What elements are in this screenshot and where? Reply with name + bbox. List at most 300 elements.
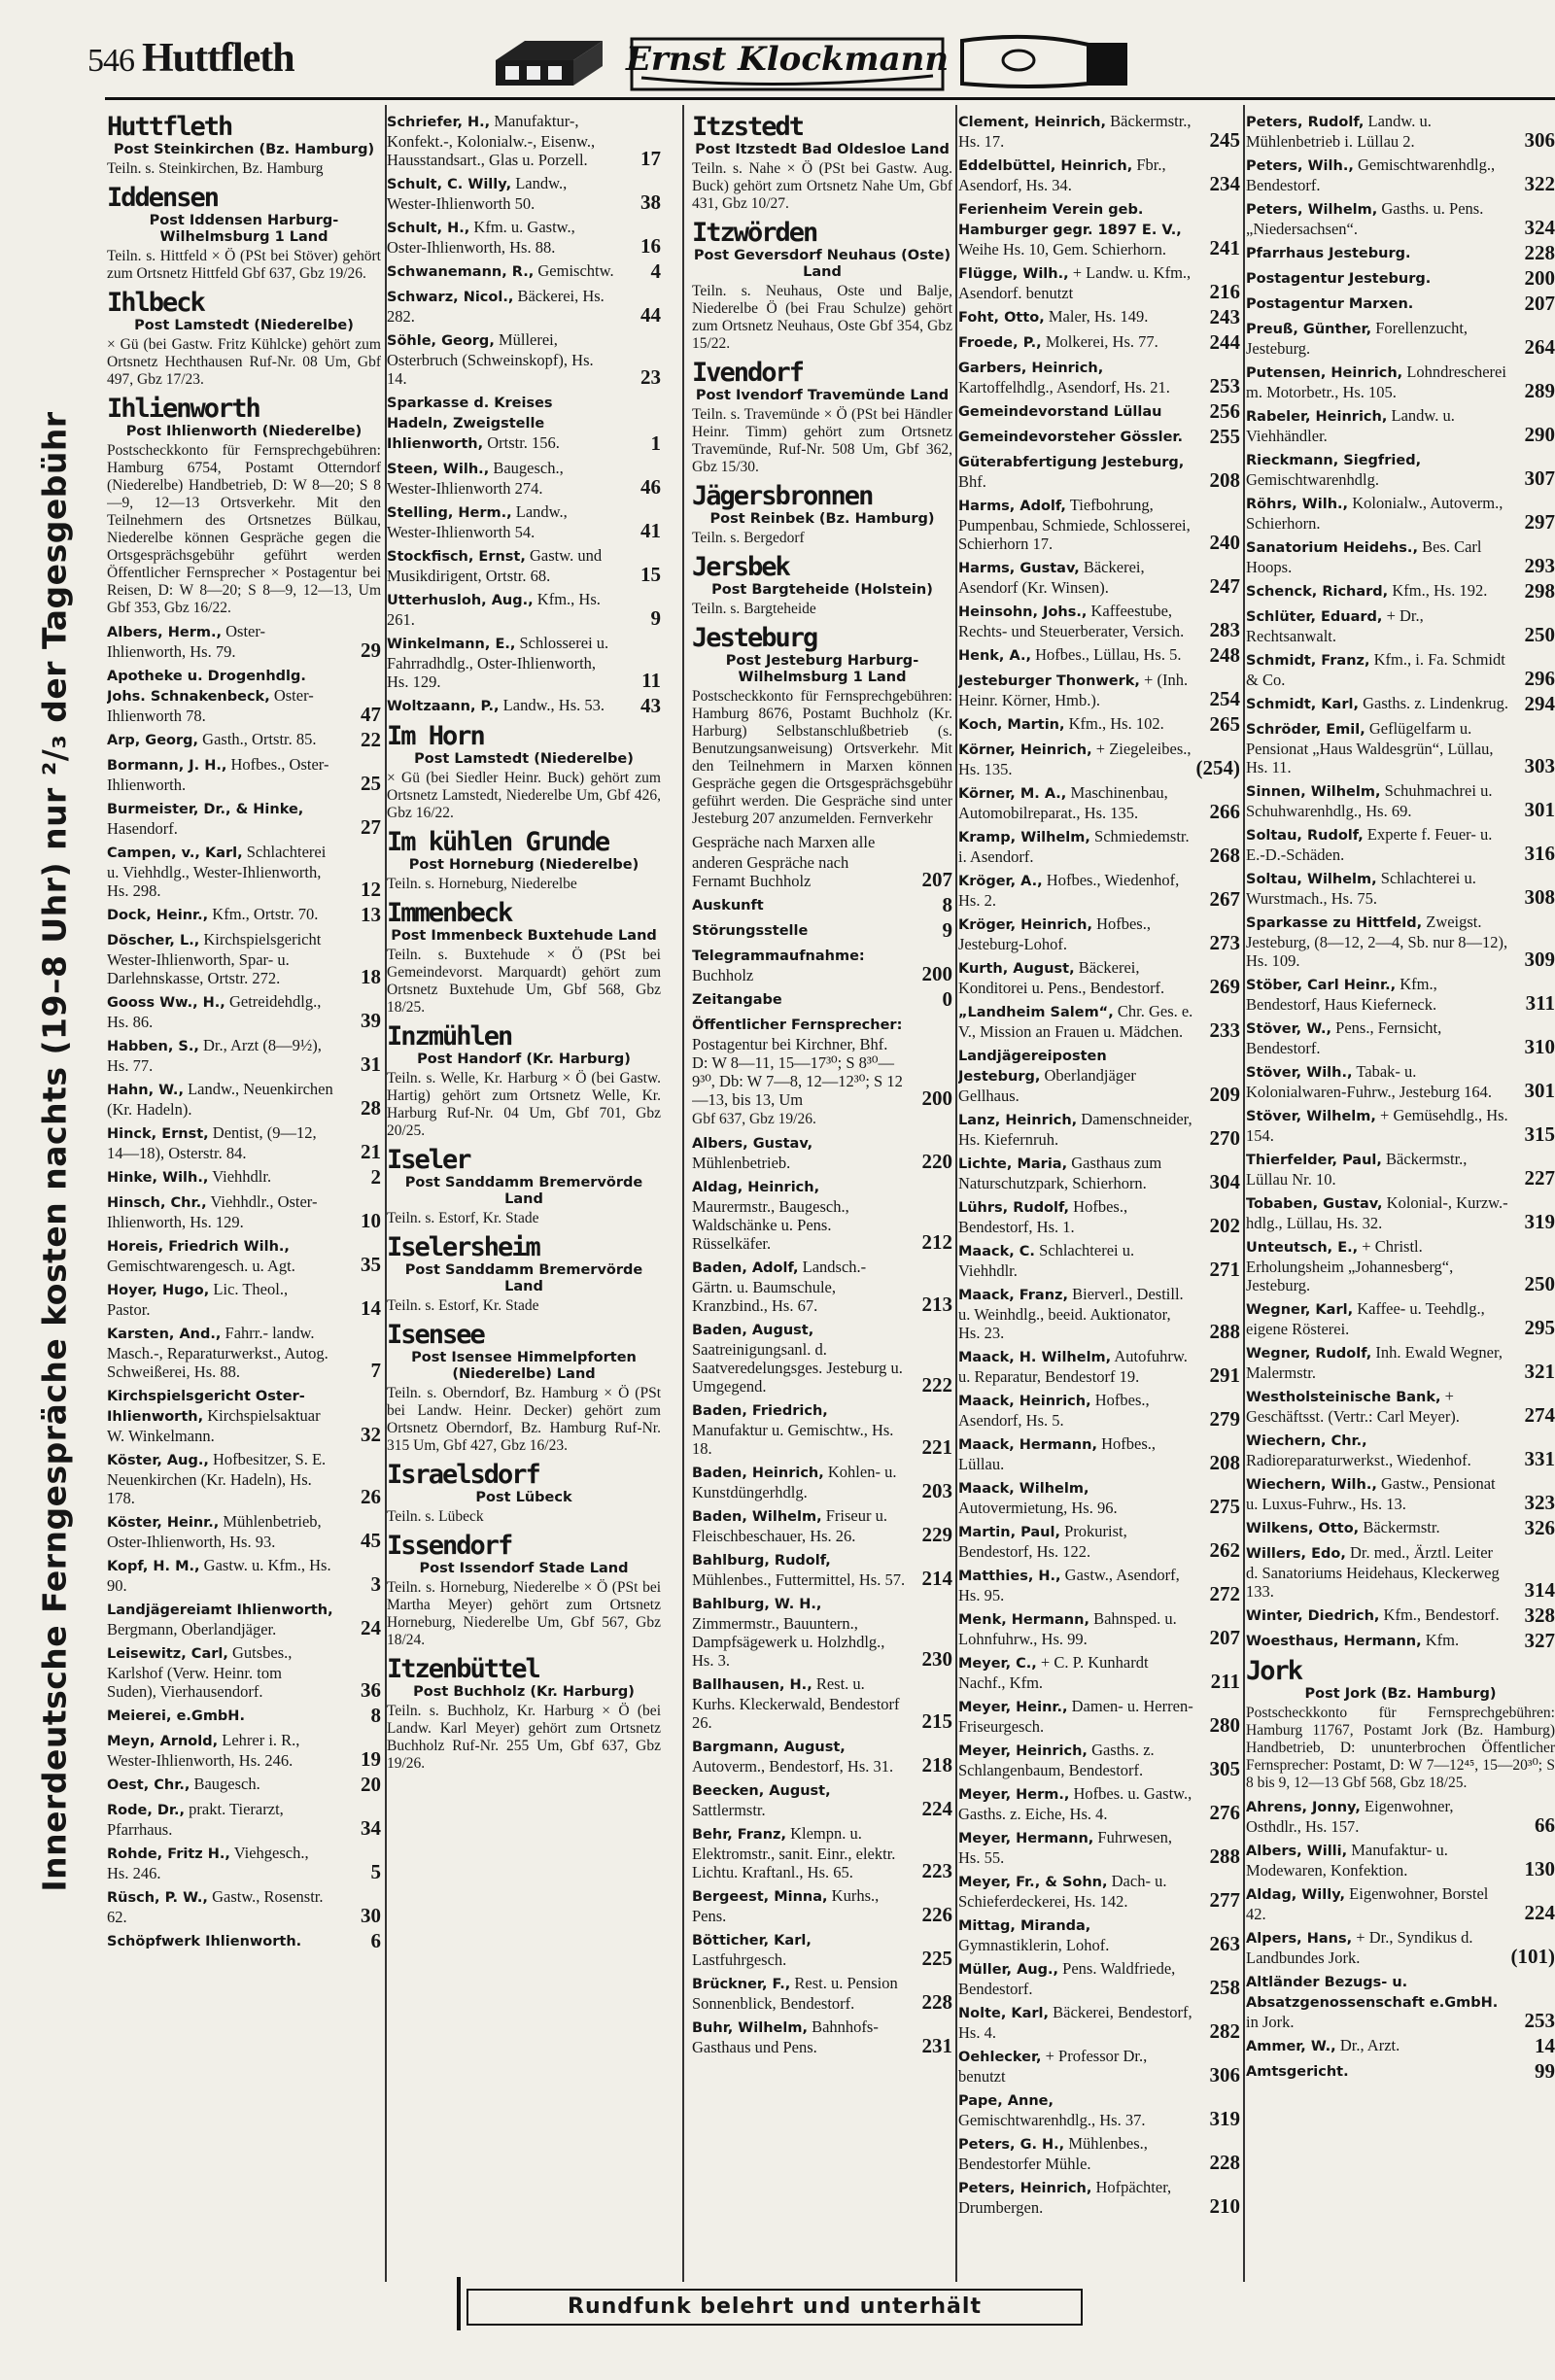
entry-name: Oest, Chr., [107, 1777, 190, 1793]
entry-name: Soltau, Rudolf, [1246, 828, 1364, 844]
entry-description: Kurhs., Pens. [692, 1886, 880, 1925]
place-name: Jork [1246, 1656, 1302, 1686]
place-info: Teiln. s. Estorf, Kr. Stade [387, 1210, 539, 1226]
directory-entry [387, 459, 661, 498]
entry-name: Soltau, Wilhelm, [1246, 872, 1377, 887]
directory-entry [107, 666, 381, 725]
phone-number: 3 [370, 1572, 381, 1596]
entry-description: + Landw. u. Kfm., Asendorf. benutzt [958, 263, 1192, 302]
directory-entry [958, 1154, 1240, 1192]
place-info: Postscheckkonto für Fernsprechgebühren: Hamburg 11767, Postamt Jork (Bz. Hamburg) Handbetrieb, D: ununterbrochen Öffentlicher Fernsprecher: Postamt, D: W 7—12⁴⁵, 15—20³⁰; S 8 bis 9, 12—13 Gbf 568, Gbz 18/25. [1246, 1705, 1555, 1791]
phone-number: 308 [1524, 885, 1555, 909]
entry-name: Rüsch, P. W., [107, 1890, 208, 1906]
entry-description: Gasthaus zum Naturschutzpark, Schierhorn. [958, 1154, 1162, 1192]
entry-description: Hofbes., Lüllau. [958, 1434, 1156, 1473]
entry-description: Gastw., Rosenstr. 62. [107, 1887, 324, 1926]
entry-description: Gespräche nach Marxen alle anderen Gespräche nach Fernamt Buchholz [692, 833, 876, 890]
place-heading [692, 624, 952, 828]
place-heading [107, 184, 381, 283]
phone-number: 319 [1524, 1210, 1555, 1233]
phone-number: 200 [921, 1087, 952, 1110]
phone-number: 274 [1524, 1403, 1555, 1427]
place-heading [107, 395, 381, 617]
entry-name: Postagentur Jesteburg. [1246, 271, 1432, 287]
directory-entry [1246, 581, 1555, 602]
entry-name: Peters, Rudolf, [1246, 115, 1365, 130]
place-heading [387, 828, 661, 893]
post-office: Post Handorf (Kr. Harburg) [417, 1052, 631, 1067]
entry-name: Garbers, Heinrich, [958, 361, 1104, 376]
entry-description: Gemischtwarenhdlg., Hs. 37. [958, 2111, 1146, 2129]
entry-description: Forellenzucht, Jesteburg. [1246, 319, 1469, 358]
directory-entry [107, 1236, 381, 1275]
post-office: Post Bargteheide (Holstein) [711, 582, 933, 598]
place-name: Ihlienworth [107, 394, 259, 424]
entry-description: Weihe Hs. 10, Gem. Schierhorn. [958, 240, 1167, 259]
entry-description: Bahnsped. u. Lohnfuhrw., Hs. 99. [958, 1609, 1177, 1648]
entry-name: Gemeindevorsteher Gössler. [958, 430, 1184, 445]
entry-name: Köster, Aug., [107, 1453, 209, 1468]
entry-name: Kröger, Heinrich, [958, 917, 1092, 933]
place-name: Huttfleth [107, 112, 232, 142]
entry-name: Maack, Franz, [958, 1288, 1068, 1303]
phone-number: 22 [361, 728, 381, 751]
place-name: Jesteburg [692, 623, 817, 653]
phone-number: 8 [942, 893, 952, 916]
klockmann-logo [486, 31, 1244, 93]
directory-entry [1246, 2036, 1555, 2056]
place-name: Immenbeck [387, 898, 512, 928]
phone-number: 1 [650, 431, 661, 455]
post-office: Post Isensee Himmelpforten (Niederelbe) Land [411, 1350, 637, 1382]
phone-number: 250 [1524, 623, 1555, 646]
directory-entry [1246, 1237, 1555, 1294]
entry-description: Bes. Carl Hoops. [1246, 537, 1482, 576]
entry-name: Müller, Aug., [958, 1962, 1059, 1978]
directory-entry [1246, 606, 1555, 645]
directory-entry [1246, 1193, 1555, 1232]
directory-entry [958, 1391, 1240, 1430]
post-office: Post Sanddamm Bremervörde Land [404, 1262, 643, 1294]
phone-number: 26 [361, 1485, 381, 1508]
place-heading [692, 553, 952, 618]
entry-description: Dr., Arzt. [1339, 2036, 1400, 2054]
entry-name: Schlüter, Eduard, [1246, 609, 1383, 625]
entry-name: Meyer, Heinrich, [958, 1743, 1088, 1759]
entry-description: Damen- u. Herren-Friseurgesch. [958, 1697, 1193, 1736]
directory-entry [107, 622, 381, 661]
directory-column-4 [958, 107, 1240, 2279]
entry-description: + C. P. Kunhardt Nachf., Kfm. [958, 1653, 1149, 1692]
place-name: Im Horn [387, 721, 484, 751]
entry-name: Bergeest, Minna, [692, 1889, 828, 1905]
entry-name: Brückner, F., [692, 1977, 791, 1992]
entry-description: Kfm., Hs. 102. [1068, 714, 1164, 733]
phone-number: 323 [1524, 1491, 1555, 1514]
entry-name: Mittag, Miranda, [958, 1918, 1091, 1934]
entry-description: Bäckermstr., Hs. 17. [958, 112, 1192, 151]
place-info: Teiln. s. Welle, Kr. Harburg × Ö (bei Gastw. Hartig) gehört zum Ortsnetz Welle, Kr. Harburg Ruf-Nr. 04 Um, Gbf 701, Gbz 20/25. [387, 1070, 661, 1139]
entry-description: Bäckerei, Hs. 282. [387, 287, 605, 326]
phone-number: 310 [1524, 1035, 1555, 1058]
entry-name: Maack, Heinrich, [958, 1394, 1091, 1409]
phone-number: 254 [1209, 687, 1240, 710]
entry-name: Maack, Hermann, [958, 1437, 1097, 1453]
directory-entry [387, 546, 661, 585]
entry-description: Dentist, (9—12, 14—18), Osterstr. 84. [107, 1123, 317, 1162]
phone-number: 273 [1209, 931, 1240, 954]
entry-name: Pape, Anne, [958, 2093, 1054, 2109]
entry-name: Baden, Heinrich, [692, 1466, 824, 1481]
directory-entry [1246, 1605, 1555, 1626]
place-info: Teiln. s. Buchholz, Kr. Harburg × Ö (bei Landw. Karl Meyer) gehört zum Ortsnetz Buchholz Ruf-Nr. 255 Um, Gbf 637, Gbz 19/26. [387, 1703, 661, 1772]
directory-entry [958, 671, 1240, 709]
place-heading [387, 899, 661, 1017]
phone-number: 213 [921, 1293, 952, 1316]
entry-description: Chr. Ges. e. V., Mission an Frauen u. Mädchen. [958, 1002, 1193, 1041]
directory-entry [958, 1110, 1240, 1149]
entry-name: Kröger, A., [958, 874, 1043, 889]
directory-entry [107, 1192, 381, 1231]
brand-name: Ernst Klockmann [625, 40, 950, 79]
place-heading [692, 113, 952, 213]
entry-description: Hofbes., Jesteburg-Lohof. [958, 914, 1151, 953]
entry-description: Rest. u. Kurhs. Kleckerwald, Bendestorf 26. [692, 1674, 900, 1732]
place-name: Itzstedt [692, 112, 804, 142]
post-office: Post Lübeck [475, 1490, 572, 1505]
phone-number: 264 [1524, 335, 1555, 359]
directory-entry [692, 1320, 952, 1396]
entry-description: Geflügelfarm u. Pensionat „Haus Waldesgrün“, Lüllau, Hs. 11. [1246, 719, 1494, 776]
directory-entry [387, 174, 661, 213]
directory-entry [692, 1594, 952, 1670]
entry-name: Meyer, Hermann, [958, 1831, 1094, 1846]
entry-description: Bäckerei, Bendestorf, Hs. 4. [958, 2003, 1192, 2042]
entry-name: Koch, Martin, [958, 717, 1065, 733]
directory-entry [692, 1463, 952, 1501]
entry-name: Landjägereiposten Jesteburg, [958, 1049, 1107, 1085]
phone-number: 39 [361, 1009, 381, 1032]
directory-entry [958, 958, 1240, 997]
phone-number: 209 [1209, 1083, 1240, 1106]
entry-description: Hasendorf. [107, 819, 178, 838]
phone-number: 210 [1209, 2194, 1240, 2218]
entry-name: Eddelbüttel, Heinrich, [958, 158, 1133, 174]
directory-entry [107, 1600, 381, 1638]
directory-entry [107, 1036, 381, 1075]
entry-name: Preuß, Günther, [1246, 322, 1372, 337]
entry-description: Baugesch., Wester-Ihlienworth 274. [387, 459, 564, 498]
directory-entry [958, 1478, 1240, 1517]
entry-name: Gooss Ww., H., [107, 995, 225, 1011]
phone-number: 298 [1524, 579, 1555, 603]
phone-number: 36 [361, 1678, 381, 1702]
footer-bracket [457, 2277, 461, 2330]
entry-name: Matthies, H., [958, 1569, 1061, 1584]
directory-entry [958, 112, 1240, 151]
entry-name: Peters, G. H., [958, 2137, 1065, 2153]
directory-entry [958, 558, 1240, 597]
phone-number: 21 [361, 1140, 381, 1163]
place-heading [387, 1461, 661, 1526]
directory-entry [958, 1046, 1240, 1105]
place-name: Isensee [387, 1320, 484, 1350]
entry-name: Stockfisch, Ernst, [387, 549, 526, 565]
place-info: Teiln. s. Hittfeld × Ö (PSt bei Stöver) gehört zum Ortsnetz Hittfeld Gbf 637, Gbz 19/26. [107, 248, 381, 282]
entry-description: Baugesch. [193, 1775, 260, 1793]
directory-entry [692, 1133, 952, 1172]
entry-description: Buchholz [692, 966, 754, 984]
entry-name: Amtsgericht. [1246, 2064, 1349, 2080]
entry-name: Steen, Wilh., [387, 462, 490, 477]
phone-number: 13 [361, 903, 381, 926]
place-heading [387, 722, 661, 822]
entry-description: Rest. u. Pension Sonnenblick, Bendestorf. [692, 1974, 898, 2013]
phone-number: 24 [361, 1616, 381, 1639]
phone-number: 324 [1524, 216, 1555, 239]
directory-entry [958, 307, 1240, 328]
phone-number: 16 [640, 234, 661, 258]
phone-number: 229 [921, 1523, 952, 1546]
entry-description: Gasths. u. Pens. „Niedersachsen“. [1246, 199, 1484, 238]
directory-entry [107, 730, 381, 750]
entry-description: Zweigst. Jesteburg, (8—12, 2—4, Sb. nur 8—12), Hs. 109. [1246, 913, 1508, 970]
entry-name: Beecken, August, [692, 1783, 831, 1799]
phone-number: 214 [921, 1567, 952, 1590]
directory-entry [1246, 1343, 1555, 1382]
post-office: Post Ivendorf Travemünde Land [695, 388, 950, 403]
entry-description: Müllerei, Osterbruch (Schweinskopf), Hs. 14. [387, 330, 594, 388]
phone-number: (101) [1510, 1945, 1555, 1968]
directory-entry [1246, 155, 1555, 194]
place-heading [387, 1233, 661, 1315]
directory-entry [958, 1697, 1240, 1736]
entry-name: Schmidt, Karl, [1246, 697, 1359, 712]
directory-entry [692, 1674, 952, 1732]
directory-entry [387, 634, 661, 691]
phone-number: 270 [1209, 1126, 1240, 1150]
post-office: Post Steinkirchen (Bz. Hamburg) [113, 142, 375, 157]
directory-entry [1246, 1631, 1555, 1651]
directory-entry [958, 2090, 1240, 2129]
entry-name: Burmeister, Dr., & Hinke, [107, 802, 304, 817]
place-name: Ivendorf [692, 358, 804, 388]
directory-entry [692, 1400, 952, 1458]
entry-description: + Geschäftsst. (Vertr.: Carl Meyer). [1246, 1387, 1460, 1426]
entry-name: Wiechern, Chr., [1246, 1433, 1367, 1449]
entry-description: Postagentur bei Kirchner, Bhf. D: W 8—11, 15—17³⁰; S 8³⁰—9³⁰, Db: W 7—8, 12—12³⁰; S 12—13, bis 13, Um [692, 1035, 903, 1109]
phone-number: 9 [942, 918, 952, 942]
directory-entry [692, 1824, 952, 1881]
place-name: Iddensen [107, 183, 219, 213]
place-info: Teiln. s. Bergedorf [692, 530, 805, 546]
directory-entry [958, 714, 1240, 735]
phone-number: 227 [1524, 1166, 1555, 1190]
place-heading [107, 113, 381, 178]
entry-description: Kfm., Bendestorf, Haus Kieferneck. [1246, 975, 1437, 1014]
phone-number: 297 [1524, 510, 1555, 534]
phone-number: 276 [1209, 1801, 1240, 1824]
directory-entry [387, 218, 661, 257]
entry-description: Kirchspielsgericht Wester-Ihlienworth, Spar- u. Darlehnskasse, Ortstr. 272. [107, 930, 322, 987]
entry-name: Schwanemann, R., [387, 264, 535, 280]
directory-entry [107, 799, 381, 838]
entry-description: Manufaktur- u. Modewaren, Konfektion. [1246, 1841, 1448, 1880]
column-divider [682, 105, 684, 2282]
phone-number: 258 [1209, 1976, 1240, 1999]
entry-description: Schlosserei u. Fahrradhdlg., Oster-Ihlienworth, Hs. 129. [387, 634, 609, 691]
entry-name: Ballhausen, H., [692, 1677, 812, 1693]
place-heading [692, 219, 952, 353]
footer-slogan: Rundfunk belehrt und unterhält [466, 2289, 1083, 2326]
entry-name: Bahlburg, W. H., [692, 1597, 822, 1612]
phone-number: 30 [361, 1904, 381, 1927]
entry-name: Rode, Dr., [107, 1803, 186, 1818]
entry-description: Experte f. Feuer- u. E.-D.-Schäden. [1246, 825, 1493, 864]
directory-entry [1246, 913, 1555, 970]
entry-name: Meyn, Arnold, [107, 1734, 219, 1749]
phone-number: 280 [1209, 1713, 1240, 1737]
entry-name: Meyer, C., [958, 1656, 1037, 1672]
entry-name: Bahlburg, Rudolf, [692, 1553, 831, 1569]
place-name: Itzwörden [692, 218, 817, 248]
directory-entry [387, 112, 661, 169]
entry-description: Kfm. u. Gastw., Oster-Ihlienworth, Hs. 88. [387, 218, 575, 257]
phone-number: (254) [1195, 756, 1240, 779]
phone-number: 269 [1209, 975, 1240, 998]
phone-number: 288 [1209, 1845, 1240, 1868]
place-name: Issendorf [387, 1531, 512, 1561]
entry-name: Karsten, And., [107, 1327, 222, 1342]
entry-description: Molkerei, Hs. 77. [1045, 332, 1158, 351]
directory-entry [958, 602, 1240, 640]
place-info: Teiln. s. Estorf, Kr. Stade [387, 1297, 539, 1314]
entry-description: Friseur u. Fleischbeschauer, Hs. 26. [692, 1506, 887, 1545]
phone-number: 15 [640, 563, 661, 586]
entry-name: Heinsohn, Johs., [958, 604, 1088, 620]
entry-name: Kopf, H. M., [107, 1559, 200, 1574]
entry-description: Ortstr. 156. [487, 433, 560, 452]
directory-entry [1246, 450, 1555, 489]
entry-description: Mühlenbes., Bendestorfer Mühle. [958, 2134, 1148, 2173]
directory-entry [1246, 1543, 1555, 1601]
entry-description: Gemischtwarengesch. u. Agt. [107, 1257, 295, 1275]
phone-number: 290 [1524, 423, 1555, 446]
entry-name: Nolte, Karl, [958, 2006, 1050, 2021]
entry-name: Baden, Wilhelm, [692, 1509, 822, 1525]
directory-entry [958, 1959, 1240, 1998]
phone-number: 296 [1524, 667, 1555, 690]
directory-entry [107, 1731, 381, 1770]
entry-name: Stöver, W., [1246, 1021, 1332, 1037]
entry-description: Gasths. z. Lindenkrug. [1363, 694, 1508, 712]
directory-entry [958, 871, 1240, 910]
page-header [87, 29, 1555, 97]
directory-entry [958, 1784, 1240, 1823]
phone-number: 14 [361, 1296, 381, 1320]
entry-name: Rieckmann, Siegfried, [1246, 453, 1422, 468]
entry-name: Sanatorium Heidehs., [1246, 540, 1418, 556]
post-office: Post Lamstedt (Niederelbe) [414, 751, 634, 767]
phone-number: 6 [370, 1929, 381, 1952]
phone-number: 265 [1209, 712, 1240, 736]
phone-number: 263 [1209, 1932, 1240, 1955]
entry-description: Kfm., Bendestorf. [1383, 1605, 1500, 1624]
post-office: Post Reinbek (Bz. Hamburg) [709, 511, 935, 527]
phone-number: 291 [1209, 1363, 1240, 1387]
entry-name: Winkelmann, E., [387, 637, 516, 652]
entry-name: Sinnen, Wilhelm, [1246, 784, 1381, 800]
directory-entry [107, 992, 381, 1031]
place-info: Teiln. s. Oberndorf, Bz. Hamburg × Ö (PSt bei Landw. Heinr. Decker) gehört zum Ortsnetz Oberndorf, Bz. Hamburg Ruf-Nr. 315 Um, Gbf 427, Gbz 16/23. [387, 1385, 661, 1454]
directory-entry [107, 1800, 381, 1839]
entry-description: Hofbes., Bendestorf, Hs. 1. [958, 1197, 1128, 1236]
phone-number: 305 [1209, 1757, 1240, 1780]
directory-entry [107, 1324, 381, 1381]
post-office: Post Ihlienworth (Niederelbe) [125, 424, 363, 439]
entry-name: Lanz, Heinrich, [958, 1113, 1078, 1128]
entry-description: Maler, Hs. 149. [1048, 307, 1149, 326]
entry-name: Döscher, L., [107, 933, 200, 949]
place-info: × Gü (bei Siedler Heinr. Buck) gehört zum Ortsnetz Lamstedt, Niederelbe Um, Gbf 426, Gbz 16/22. [387, 770, 661, 821]
entry-description: Eigenwohner, Borstel 42. [1246, 1884, 1489, 1923]
entry-name: Röhrs, Wilh., [1246, 497, 1349, 512]
directory-entry [107, 1512, 381, 1551]
entry-name: Schult, C. Willy, [387, 177, 512, 192]
phone-number: 248 [1209, 643, 1240, 667]
entry-name: Altländer Bezugs- u. Absatzgenossenschaft e.GmbH. [1246, 1975, 1499, 2011]
entry-name: Landjägereiamt Ihlienworth, [107, 1603, 333, 1618]
place-name: Jägersbronnen [692, 481, 873, 511]
phone-number: 10 [361, 1209, 381, 1232]
directory-entry [107, 1556, 381, 1595]
phone-number: 216 [1209, 280, 1240, 303]
place-info: Teiln. s. Lübeck [387, 1508, 484, 1525]
directory-entry [958, 827, 1240, 866]
entry-name: Schöpfwerk Ihlienworth. [107, 1934, 302, 1949]
entry-description: Gemischtw. [537, 261, 614, 280]
entry-name: Unteutsch, E., [1246, 1240, 1359, 1256]
directory-entry [107, 1706, 381, 1726]
page-number: 546 [87, 43, 134, 79]
directory-entry [958, 1828, 1240, 1867]
place-name: Im kühlen Grunde [387, 827, 609, 857]
phone-number: 38 [640, 190, 661, 214]
entry-name: Schmidt, Franz, [1246, 653, 1370, 669]
phone-number: 130 [1524, 1857, 1555, 1880]
entry-name: Rohde, Fritz H., [107, 1846, 230, 1862]
phone-number: 272 [1209, 1582, 1240, 1605]
phone-number: 255 [1209, 425, 1240, 448]
entry-name: Wilkens, Otto, [1246, 1521, 1360, 1536]
phone-number: 9 [650, 606, 661, 630]
phone-number: 256 [1209, 399, 1240, 423]
directory-entry [387, 287, 661, 326]
entry-description: Maurermstr., Baugesch., Waldschänke u. Pens. Rüsselkäfer. [692, 1197, 849, 1253]
phone-number: 202 [1209, 1214, 1240, 1237]
entry-description: Landsch.-Gärtn. u. Baumschule, Kranzbind., Hs. 67. [692, 1258, 867, 1315]
directory-entry [107, 843, 381, 900]
entry-name: Oehlecker, [958, 2050, 1042, 2065]
phone-number: 222 [921, 1373, 952, 1397]
place-heading [1246, 1657, 1555, 1792]
entry-name: Westholsteinische Bank, [1246, 1390, 1441, 1405]
directory-entry [958, 1197, 1240, 1236]
entry-description: Schlachterei u. Wurstmach., Hs. 75. [1246, 869, 1476, 908]
entry-name: Gemeindevorstand Lüllau [958, 404, 1162, 420]
entry-description: Kaffee- u. Teehdlg., eigene Rösterei. [1246, 1299, 1485, 1338]
directory-entry [1246, 406, 1555, 445]
